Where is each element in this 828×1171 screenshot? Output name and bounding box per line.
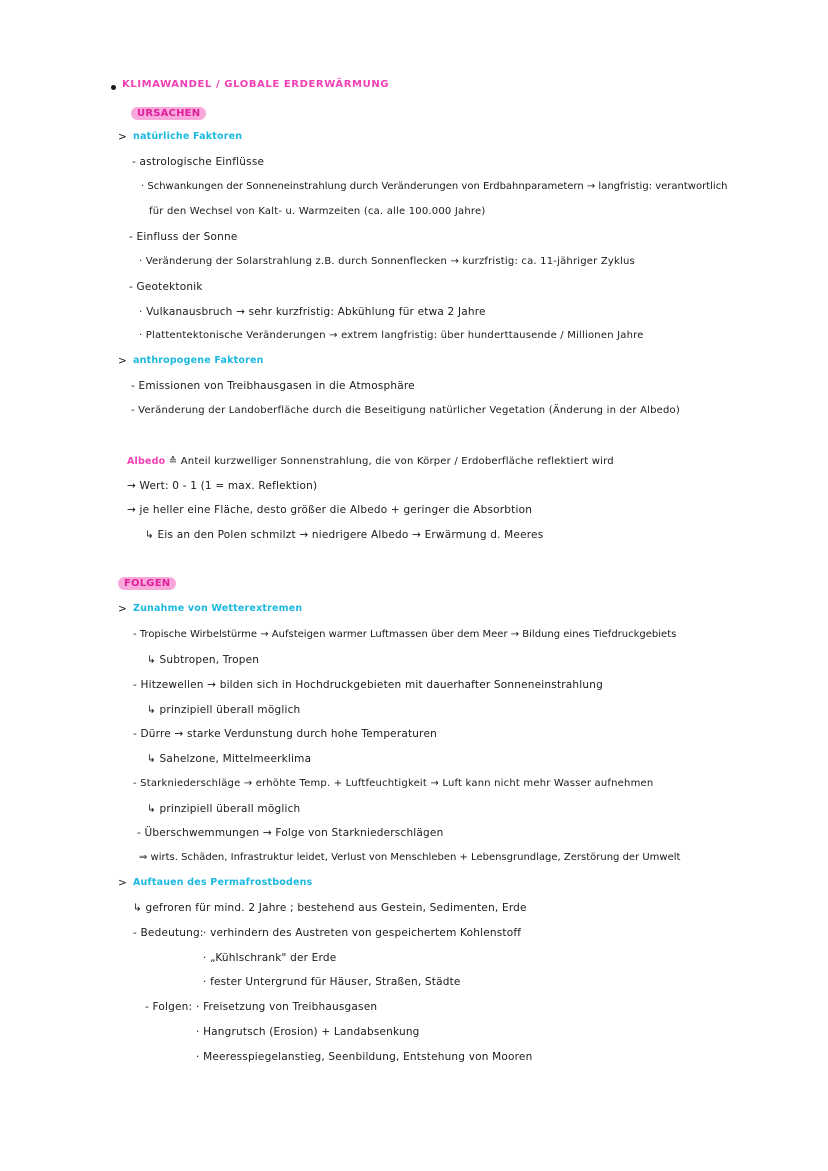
geotectonics: - Geotektonik <box>129 281 203 293</box>
floods: - Überschwemmungen → Folge von Starkniederschlägen <box>137 827 444 839</box>
landcover-change: - Veränderung der Landoberfläche durch die Beseitigung natürlicher Vegetation (Änderung in der Albedo) <box>131 405 680 416</box>
page-title: KLIMAWANDEL / GLOBALE ERDERWÄRMUNG <box>122 79 390 90</box>
effects-1: · Freisetzung von Treibhausgasen <box>196 1001 378 1013</box>
title-bullet <box>111 85 116 90</box>
albedo-rule: → je heller eine Fläche, desto größer die Albedo + geringer die Absorbtion <box>127 504 533 516</box>
causes-heading-wrap <box>131 106 206 121</box>
effects-label: - Folgen: <box>145 1001 193 1013</box>
astro-influences: - astrologische Einflüsse <box>132 156 265 168</box>
effects-3: · Meeresspiegelanstieg, Seenbildung, Entstehung von Mooren <box>196 1051 533 1063</box>
astro-detail-2: für den Wechsel von Kalt- u. Warmzeiten (ca. alle 100.000 Jahre) <box>149 206 486 217</box>
volcano: · Vulkanausbruch → sehr kurzfristig: Abkühlung für etwa 2 Jahre <box>139 306 486 318</box>
permafrost-label: Auftauen des Permafrostbodens <box>133 877 313 888</box>
heatwaves: - Hitzewellen → bilden sich in Hochdruckgebieten mit dauerhafter Sonneneinstrahlung <box>133 679 603 691</box>
drought-regions: ↳ Sahelzone, Mittelmeerklima <box>147 753 312 765</box>
anthro-factors-arrow: > <box>118 355 127 367</box>
meaning-3: · fester Untergrund für Häuser, Straßen, Städte <box>203 976 461 988</box>
albedo-definition-row <box>127 455 614 469</box>
meaning-label: - Bedeutung: <box>133 927 204 939</box>
meaning-2: · „Kühlschrank" der Erde <box>203 952 337 964</box>
consequences-heading-wrap <box>118 576 176 591</box>
natural-factors-arrow: > <box>118 131 127 143</box>
permafrost-arrow: > <box>118 877 127 889</box>
causes-heading: URSACHEN <box>131 107 206 120</box>
damage-summary: ⇒ wirts. Schäden, Infrastruktur leidet, Verlust von Menschleben + Lebensgrundlage, Zerstörung der Umwelt <box>139 852 681 863</box>
astro-detail-1: · Schwankungen der Sonneneinstrahlung durch Veränderungen von Erdbahnparametern → langfristig: verantwortlich <box>141 181 728 192</box>
effects-2: · Hangrutsch (Erosion) + Landabsenkung <box>196 1026 420 1038</box>
extremes-label: Zunahme von Wetterextremen <box>133 603 303 614</box>
natural-factors-label: natürliche Faktoren <box>133 131 243 142</box>
emissions: - Emissionen von Treibhausgasen in die Atmosphäre <box>131 380 415 392</box>
heavy-rain-regions: ↳ prinzipiell überall möglich <box>147 803 301 815</box>
albedo-example: ↳ Eis an den Polen schmilzt → niedrigere Albedo → Erwärmung d. Meeres <box>145 529 544 541</box>
drought: - Dürre → starke Verdunstung durch hohe Temperaturen <box>133 728 437 740</box>
consequences-heading: FOLGEN <box>118 577 176 590</box>
tropical-storms: - Tropische Wirbelstürme → Aufsteigen warmer Luftmassen über dem Meer → Bildung eines Tiefdruckgebiets <box>133 629 677 640</box>
sun-influence: - Einfluss der Sonne <box>129 231 238 243</box>
tropical-storms-regions: ↳ Subtropen, Tropen <box>147 654 260 666</box>
albedo-value: → Wert: 0 - 1 (1 = max. Reflektion) <box>127 480 318 492</box>
permafrost-definition: ↳ gefroren für mind. 2 Jahre ; bestehend aus Gestein, Sedimenten, Erde <box>133 902 527 914</box>
meaning-1: · verhindern des Austreten von gespeichertem Kohlenstoff <box>203 927 522 939</box>
plate-tectonics: · Plattentektonische Veränderungen → extrem langfristig: über hunderttausende / Millionen Jahre <box>139 330 644 341</box>
heavy-rain: - Starkniederschläge → erhöhte Temp. + Luftfeuchtigkeit → Luft kann nicht mehr Wasser aufnehmen <box>133 778 654 789</box>
anthro-factors-label: anthropogene Faktoren <box>133 355 264 366</box>
sun-detail: · Veränderung der Solarstrahlung z.B. durch Sonnenflecken → kurzfristig: ca. 11-jähriger Zyklus <box>139 256 635 267</box>
extremes-arrow: > <box>118 603 127 615</box>
heatwaves-regions: ↳ prinzipiell überall möglich <box>147 704 301 716</box>
albedo-definition: ≙ Anteil kurzwelliger Sonnenstrahlung, die von Körper / Erdoberfläche reflektiert wird <box>168 456 614 467</box>
albedo-term: Albedo <box>127 456 166 467</box>
